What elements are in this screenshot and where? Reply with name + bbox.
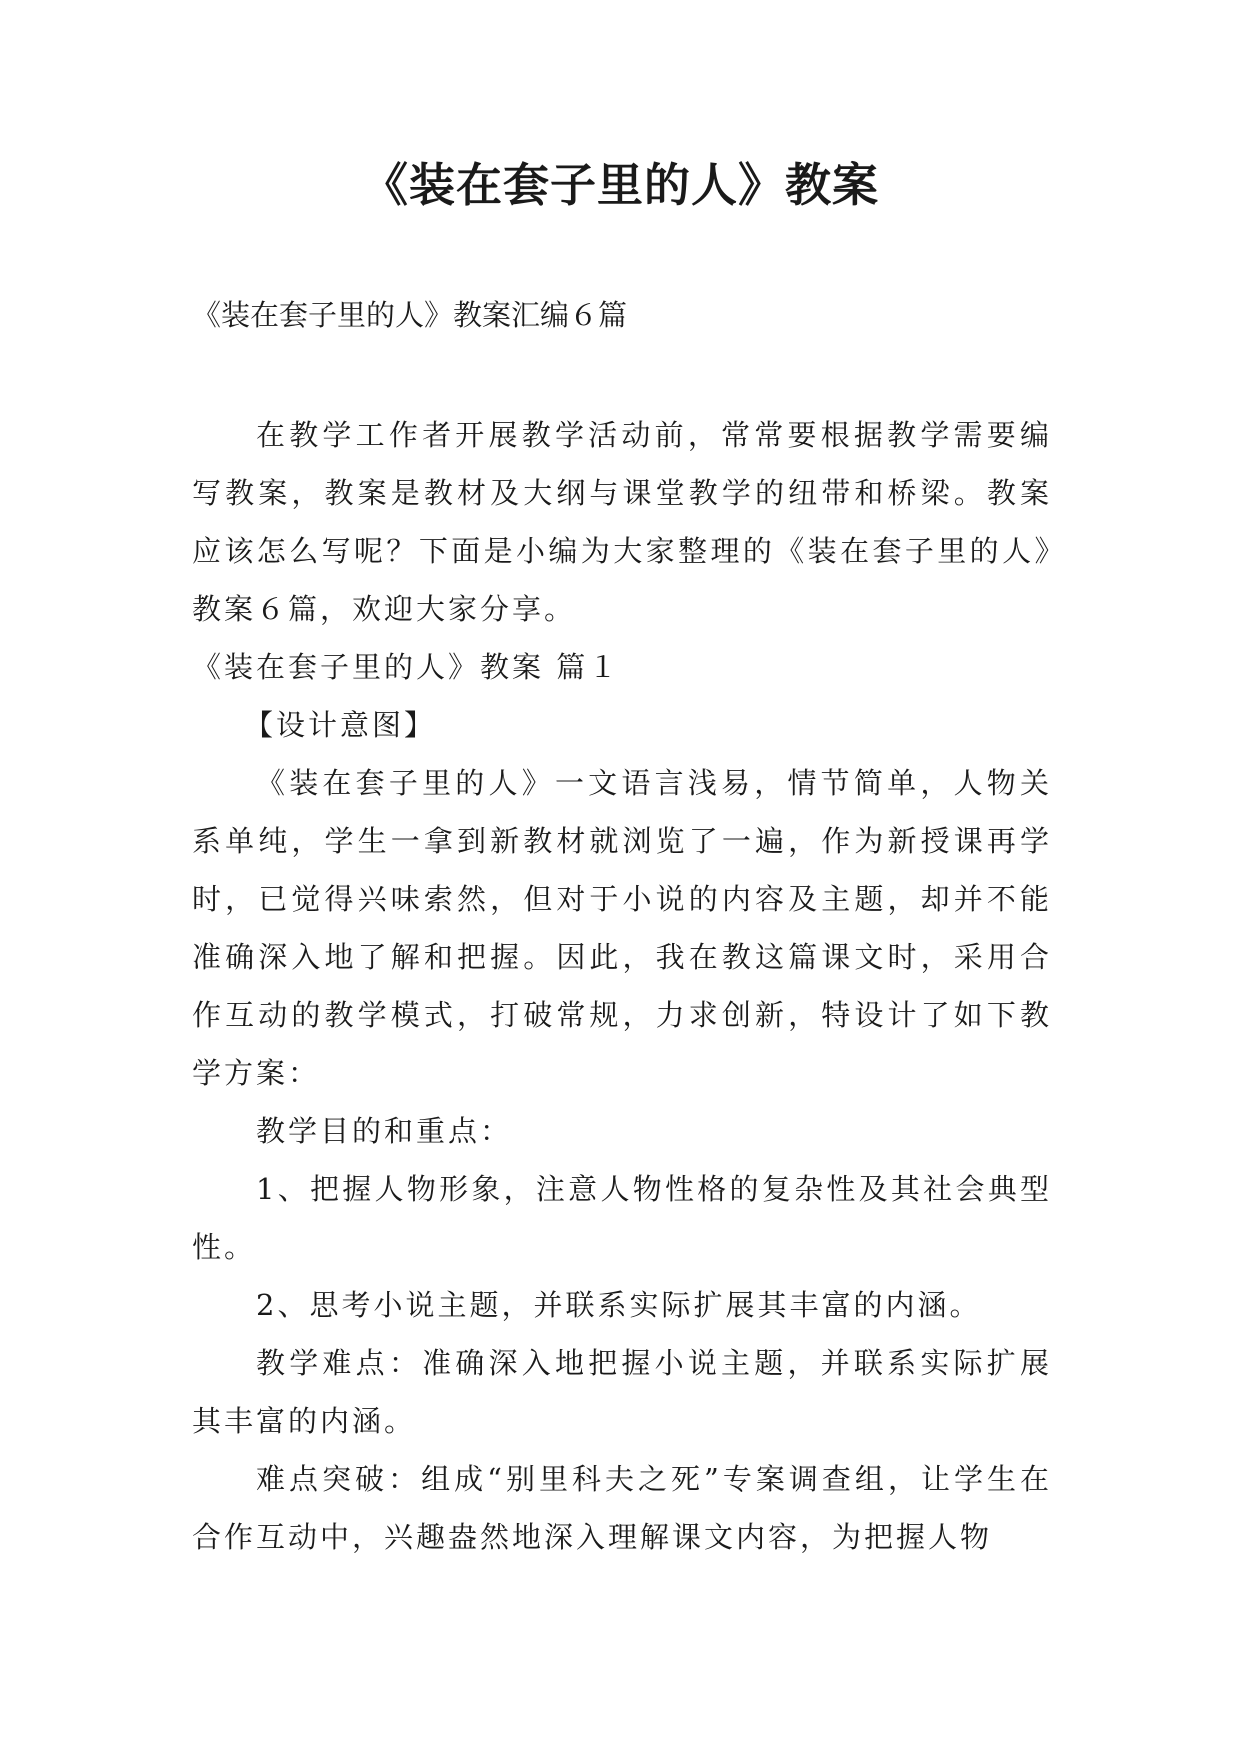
- teaching-goals-heading: 教学目的和重点：: [256, 1114, 513, 1148]
- intro-paragraph: 在教学工作者开展教学活动前，常常要根据教学需要编写教案，教案是教材及大纲与课堂教学的纽带和桥梁。教案应该怎么写呢？下面是小编为大家整理的《装在套子里的人》教案６篇，欢迎大家分享。: [192, 418, 1052, 626]
- design-intent-heading: 【设计意图】: [244, 708, 437, 742]
- document-body: [192, 406, 1052, 1566]
- document-title: 《装在套子里的人》教案: [362, 158, 879, 212]
- section-heading: 《装在套子里的人》教案 篇１: [192, 650, 621, 684]
- document-subtitle: 《装在套子里的人》教案汇编６篇: [192, 298, 628, 332]
- goal-item-2: 2、思考小说主题，并联系实际扩展其丰富的内涵。: [256, 1288, 982, 1322]
- goal-item-1: 1、把握人物形象，注意人物性格的复杂性及其社会典型性。: [192, 1172, 1052, 1264]
- difficulty-breakthrough-paragraph: 难点突破：组成“别里科夫之死”专案调查组，让学生在合作互动中，兴趣盎然地深入理解课文内容，为把握人物: [192, 1462, 1052, 1554]
- teaching-difficulty-paragraph: 教学难点：准确深入地把握小说主题，并联系实际扩展其丰富的内涵。: [192, 1346, 1052, 1438]
- design-intent-paragraph: 《装在套子里的人》一文语言浅易，情节简单，人物关系单纯，学生一拿到新教材就浏览了一遍，作为新授课再学时，已觉得兴味索然，但对于小说的内容及主题，却并不能准确深入地了解和把握。因此，我在教这篇课文时，采用合作互动的教学模式，打破常规，力求创新，特设计了如下教学方案：: [192, 766, 1052, 1090]
